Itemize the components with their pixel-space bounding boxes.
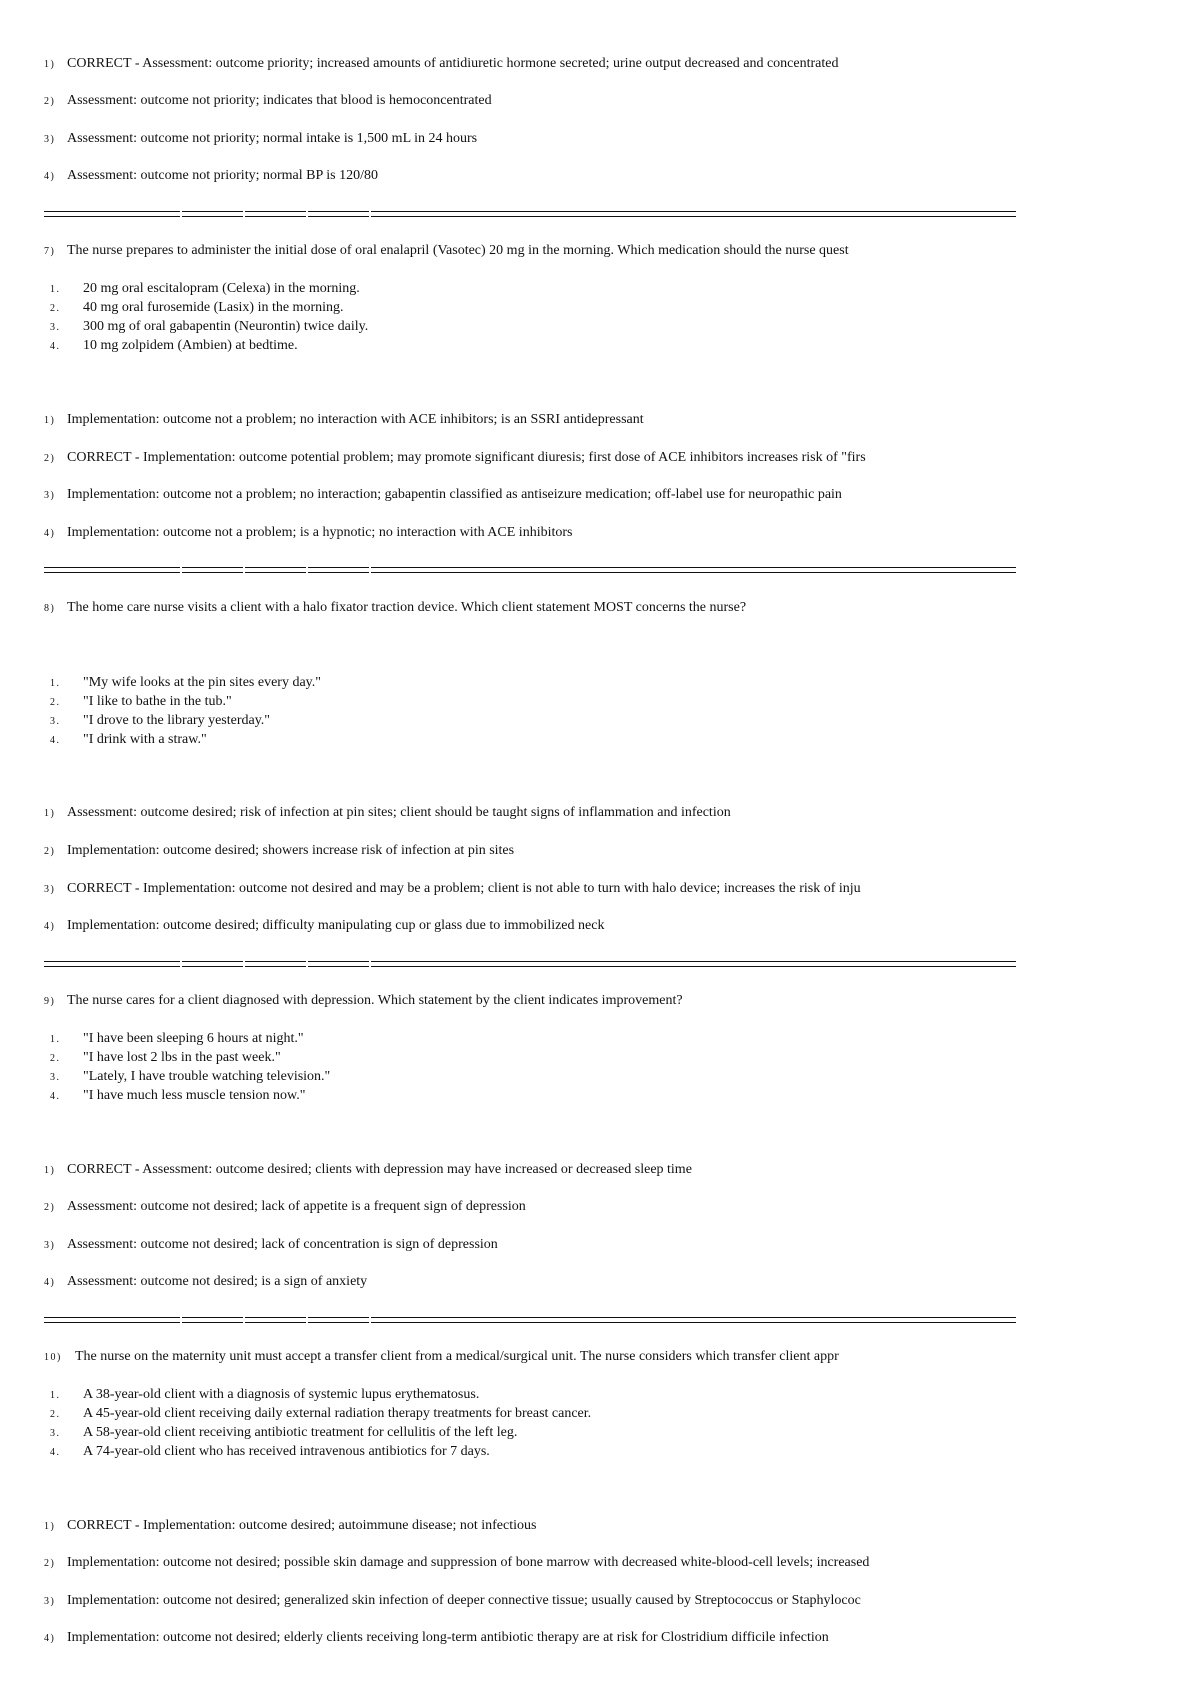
rationale-text: CORRECT - Implementation: outcome potential problem; may promote significant diuresis; first dose of ACE inhibitors increases risk of "firs — [67, 450, 866, 465]
rationale-text: Assessment: outcome not priority; indicates that blood is hemoconcentrated — [67, 93, 492, 108]
question-separator — [44, 961, 1016, 967]
rationale-text: Implementation: outcome not desired; generalized skin infection of deeper connective tissue; usually caused by Streptococcus or Staphylococ — [67, 1593, 861, 1608]
rationale-text: Assessment: outcome not desired; lack of appetite is a frequent sign of depression — [67, 1199, 526, 1214]
rationale-text: CORRECT - Implementation: outcome not desired and may be a problem; client is not able to turn with halo device; increases the risk of inju — [67, 881, 861, 896]
question-separator — [44, 567, 1016, 573]
rationale-text: Assessment: outcome not desired; is a sign of anxiety — [67, 1274, 368, 1289]
rationale-text: Implementation: outcome not desired; possible skin damage and suppression of bone marrow with decreased white-blood-cell levels; increased — [67, 1555, 870, 1570]
rationale-text: Assessment: outcome not priority; normal BP is 120/80 — [67, 168, 378, 183]
rationale-text: CORRECT - Assessment: outcome desired; clients with depression may have increased or decreased sleep time — [67, 1162, 692, 1177]
question-separator — [44, 211, 1016, 217]
rationale-text: Implementation: outcome not desired; elderly clients receiving long-term antibiotic therapy are at risk for Clostridium difficile infection — [67, 1630, 829, 1645]
rationale-text: CORRECT - Implementation: outcome desired; autoimmune disease; not infectious — [67, 1518, 537, 1533]
rationale-text: Assessment: outcome desired; risk of infection at pin sites; client should be taught signs of inflammation and infection — [67, 805, 731, 820]
rationale-text: Implementation: outcome desired; difficulty manipulating cup or glass due to immobilized neck — [67, 918, 605, 933]
rationale-text: Implementation: outcome not a problem; is a hypnotic; no interaction with ACE inhibitors — [67, 525, 573, 540]
rationale-text: Implementation: outcome desired; showers increase risk of infection at pin sites — [67, 843, 515, 858]
rationale-text: Assessment: outcome not desired; lack of concentration is sign of depression — [67, 1237, 498, 1252]
rationale-text: Implementation: outcome not a problem; no interaction with ACE inhibitors; is an SSRI antidepressant — [67, 412, 644, 427]
question-separator — [44, 1317, 1016, 1323]
rationale-text: Assessment: outcome not priority; normal intake is 1,500 mL in 24 hours — [67, 131, 478, 146]
rationale-text: Implementation: outcome not a problem; no interaction; gabapentin classified as antiseizure medication; off-label use for neuropathic pain — [67, 487, 842, 502]
rationale-text: CORRECT - Assessment: outcome priority; increased amounts of antidiuretic hormone secreted; urine output decreased and concentrated — [67, 56, 839, 71]
